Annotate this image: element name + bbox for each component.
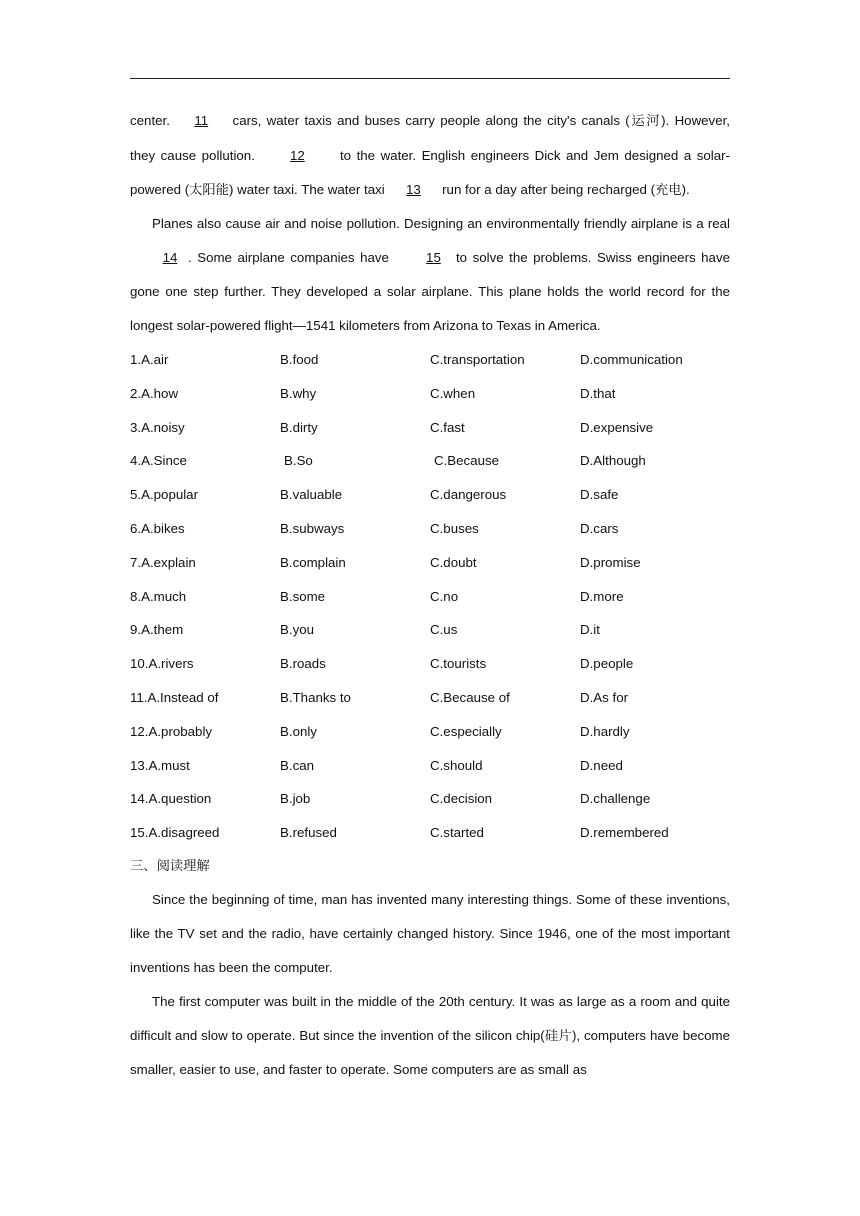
option-b: B.dirty (280, 419, 318, 435)
passage-text: cars, water taxis and buses carry people along the city's canals ( (232, 113, 630, 128)
option-c: C.tourists (430, 656, 487, 672)
question-row (130, 410, 730, 444)
reading-paragraph-1: Since the beginning of time, man has invented many interesting things. Some of these inventions, like the TV set and the radio, have certainly changed history. Since 1946, one of the most important inventions has been the computer. (130, 892, 730, 975)
option-a: 13.A.must (130, 757, 190, 773)
option-c: C.decision (430, 791, 493, 807)
passage-text: ). (681, 181, 690, 197)
option-b: B.complain (280, 554, 346, 570)
option-c: C.especially (430, 723, 502, 739)
option-b: B.some (280, 588, 326, 604)
option-b: B.job (280, 791, 311, 807)
question-row (130, 613, 730, 647)
option-d: D.remembered (580, 825, 669, 841)
option-a: 4.A.Since (130, 453, 187, 469)
option-d: D.communication (580, 351, 683, 367)
chinese-gloss: 运河 (629, 114, 662, 129)
option-d: D.As for (580, 689, 629, 705)
option-b: B.you (280, 622, 315, 638)
option-d: D.need (580, 757, 623, 773)
chinese-gloss: 充电 (655, 182, 682, 198)
question-row (130, 714, 730, 748)
chinese-gloss: 太阳能 (189, 182, 230, 198)
option-c: C.Because (434, 453, 500, 469)
blank-13: 13 (406, 181, 421, 197)
question-row (130, 478, 730, 512)
option-d: D.challenge (580, 791, 651, 807)
option-c: C.fast (430, 419, 465, 435)
option-b: B.roads (280, 656, 326, 672)
passage-text: ), computers have become smaller, easier to use, and faster to operate. Some computers are as small as (130, 1027, 731, 1078)
option-c: C.doubt (430, 554, 477, 570)
passage-text: ). However, they cause pollution. (130, 113, 730, 163)
option-c: C.started (430, 825, 484, 841)
option-b: B.Thanks to (280, 689, 351, 705)
blank-15: 15 (426, 250, 441, 266)
option-a: 2.A.how (130, 385, 179, 401)
option-b: B.food (280, 351, 319, 367)
option-d: D.cars (580, 520, 619, 536)
passage-text: run for a day after being recharged ( (442, 181, 655, 197)
question-row (130, 545, 730, 579)
option-a: 8.A.much (130, 588, 187, 604)
reading-paragraph-2 (130, 985, 730, 1087)
question-row (130, 343, 730, 377)
passage-text: center. (130, 113, 170, 128)
option-a: 3.A.noisy (130, 419, 185, 435)
question-row (130, 681, 730, 715)
option-a: 6.A.bikes (130, 520, 185, 536)
question-row (130, 816, 730, 850)
option-a: 15.A.disagreed (130, 825, 220, 841)
passage-text: The first computer was built in the middle of the 20th century. It was as large as a room and quite difficult and slow to operate. But since the invention of the silicon chip( (130, 993, 730, 1043)
option-a: 7.A.explain (130, 554, 196, 570)
option-c: C.when (430, 385, 476, 401)
option-d: D.Although (580, 453, 646, 469)
option-c: C.dangerous (430, 487, 507, 503)
option-d: D.it (580, 622, 600, 638)
question-row (130, 376, 730, 410)
option-d: D.people (580, 656, 634, 672)
option-b: B.can (280, 757, 315, 773)
option-c: C.buses (430, 520, 479, 536)
blank-11: 11 (194, 113, 209, 128)
page-content (130, 104, 730, 1087)
option-c: C.should (430, 757, 483, 773)
passage-text: Planes also cause air and noise pollution. Designing an environmentally friendly airplane is a real (152, 216, 730, 232)
option-d: D.expensive (580, 419, 654, 435)
passage-paragraph-1 (130, 104, 730, 207)
option-b: B.refused (280, 825, 337, 841)
option-a: 14.A.question (130, 791, 212, 807)
passage-text: . Some airplane companies have (188, 250, 389, 266)
option-a: 9.A.them (130, 622, 184, 638)
question-row (130, 748, 730, 782)
option-b: B.subways (280, 520, 345, 536)
question-row (130, 444, 730, 478)
passage-text: to the water. English engineers Dick and Jem designed a solar-powered ( (130, 147, 731, 197)
option-b: B.only (280, 723, 317, 739)
blank-14: 14 (162, 250, 178, 266)
question-row (130, 579, 730, 613)
option-a: 1.A.air (130, 351, 169, 367)
question-row (130, 512, 730, 546)
question-row (130, 782, 730, 816)
option-b: B.why (280, 385, 317, 401)
option-c: C.us (430, 622, 458, 638)
option-a: 12.A.probably (130, 723, 213, 739)
option-a: 10.A.rivers (130, 656, 194, 672)
option-b: B.So (284, 453, 313, 469)
option-d: D.more (580, 588, 624, 604)
option-c: C.transportation (430, 351, 525, 367)
blank-12: 12 (290, 147, 305, 163)
option-c: C.no (430, 588, 459, 604)
passage-paragraph-2 (130, 207, 730, 342)
option-d: D.safe (580, 487, 619, 503)
passage-text: to solve the problems. Swiss engineers have gone one step further. They developed a solar airplane. This plane holds the world record for the longest solar-powered flight—1541 kilometers from Arizona to Texas in America. (130, 250, 730, 333)
chinese-gloss: 硅片 (544, 1028, 572, 1044)
option-d: D.promise (580, 554, 641, 570)
option-a: 5.A.popular (130, 487, 199, 503)
section-title: 三、阅读理解 (130, 858, 210, 874)
option-d: D.hardly (580, 723, 630, 739)
passage-text: ) water taxi. The water taxi (229, 181, 385, 197)
question-row (130, 647, 730, 681)
option-b: B.valuable (280, 487, 343, 503)
option-a: 11.A.Instead of (130, 689, 219, 705)
option-d: D.that (580, 385, 616, 401)
header-rule (130, 78, 730, 79)
option-c: C.Because of (430, 689, 510, 705)
question-list (130, 343, 730, 850)
